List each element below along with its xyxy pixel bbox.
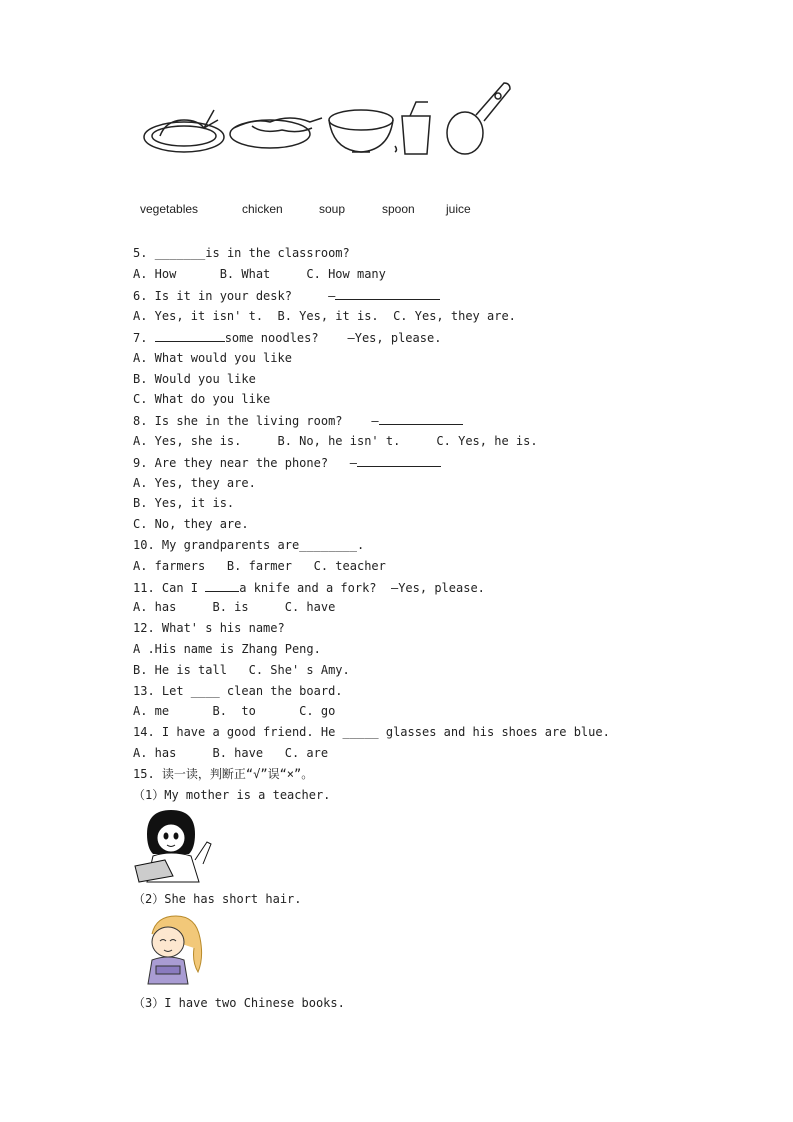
chicken-icon xyxy=(144,110,224,152)
question-8: 8. Is she in the living room? — xyxy=(133,413,463,428)
question-13-options: A. me B. to C. go xyxy=(133,704,336,718)
label-spoon: spoon xyxy=(382,202,415,216)
question-12-option-bc: B. He is tall C. She' s Amy. xyxy=(133,663,350,677)
answer-blank[interactable] xyxy=(335,288,440,300)
question-13: 13. Let ____ clean the board. xyxy=(133,684,343,698)
question-9: 9. Are they near the phone? — xyxy=(133,455,441,470)
question-14: 14. I have a good friend. He _____ glasses and his shoes are blue. xyxy=(133,725,610,739)
question-7-option-b: B. Would you like xyxy=(133,372,256,386)
girl-illustration xyxy=(138,914,204,986)
food-labels xyxy=(0,202,793,222)
question-12: 12. What' s his name? xyxy=(133,621,285,635)
label-vegetables: vegetables xyxy=(140,202,199,216)
question-6-options: A. Yes, it isn' t. B. Yes, it is. C. Yes, they are. xyxy=(133,309,516,323)
vegetables-icon xyxy=(230,118,322,148)
label-juice: juice xyxy=(446,202,471,216)
question-8-options: A. Yes, she is. B. No, he isn' t. C. Yes, he is. xyxy=(133,434,538,448)
question-5: 5. _______is in the classroom? xyxy=(133,246,350,260)
question-6: 6. Is it in your desk? — xyxy=(133,288,440,303)
question-9-option-a: A. Yes, they are. xyxy=(133,476,256,490)
food-illustrations xyxy=(140,78,520,158)
statement-2: （2）She has short hair. xyxy=(133,892,302,906)
statement-3: （3）I have two Chinese books. xyxy=(133,996,345,1010)
question-12-option-a: A .His name is Zhang Peng. xyxy=(133,642,321,656)
answer-blank[interactable] xyxy=(155,330,225,342)
spoon-icon xyxy=(447,83,510,154)
question-7-option-a: A. What would you like xyxy=(133,351,292,365)
question-9-option-c: C. No, they are. xyxy=(133,517,249,531)
answer-blank[interactable] xyxy=(379,413,463,425)
juice-icon xyxy=(395,102,430,154)
question-7-option-c: C. What do you like xyxy=(133,392,271,406)
statement-1: （1）My mother is a teacher. xyxy=(133,788,331,802)
question-11-options: A. has B. is C. have xyxy=(133,600,336,614)
question-5-options: A. How B. What C. How many xyxy=(133,267,386,281)
label-soup: soup xyxy=(319,202,346,216)
answer-blank[interactable] xyxy=(357,455,441,467)
question-11: 11. Can I a knife and a fork? —Yes, please. xyxy=(133,581,485,595)
label-chicken: chicken xyxy=(242,202,283,216)
question-10: 10. My grandparents are________. xyxy=(133,538,365,552)
question-9-option-b: B. Yes, it is. xyxy=(133,496,235,510)
teacher-illustration xyxy=(133,808,219,884)
question-14-options: A. has B. have C. are xyxy=(133,746,329,760)
question-7: 7. some noodles? —Yes, please. xyxy=(133,331,442,345)
question-10-options: A. farmers B. farmer C. teacher xyxy=(133,559,386,573)
soup-icon xyxy=(329,110,393,152)
question-15: 15. 读一读，判断正“√”误“×”。 xyxy=(133,767,314,781)
answer-blank[interactable] xyxy=(205,580,239,592)
